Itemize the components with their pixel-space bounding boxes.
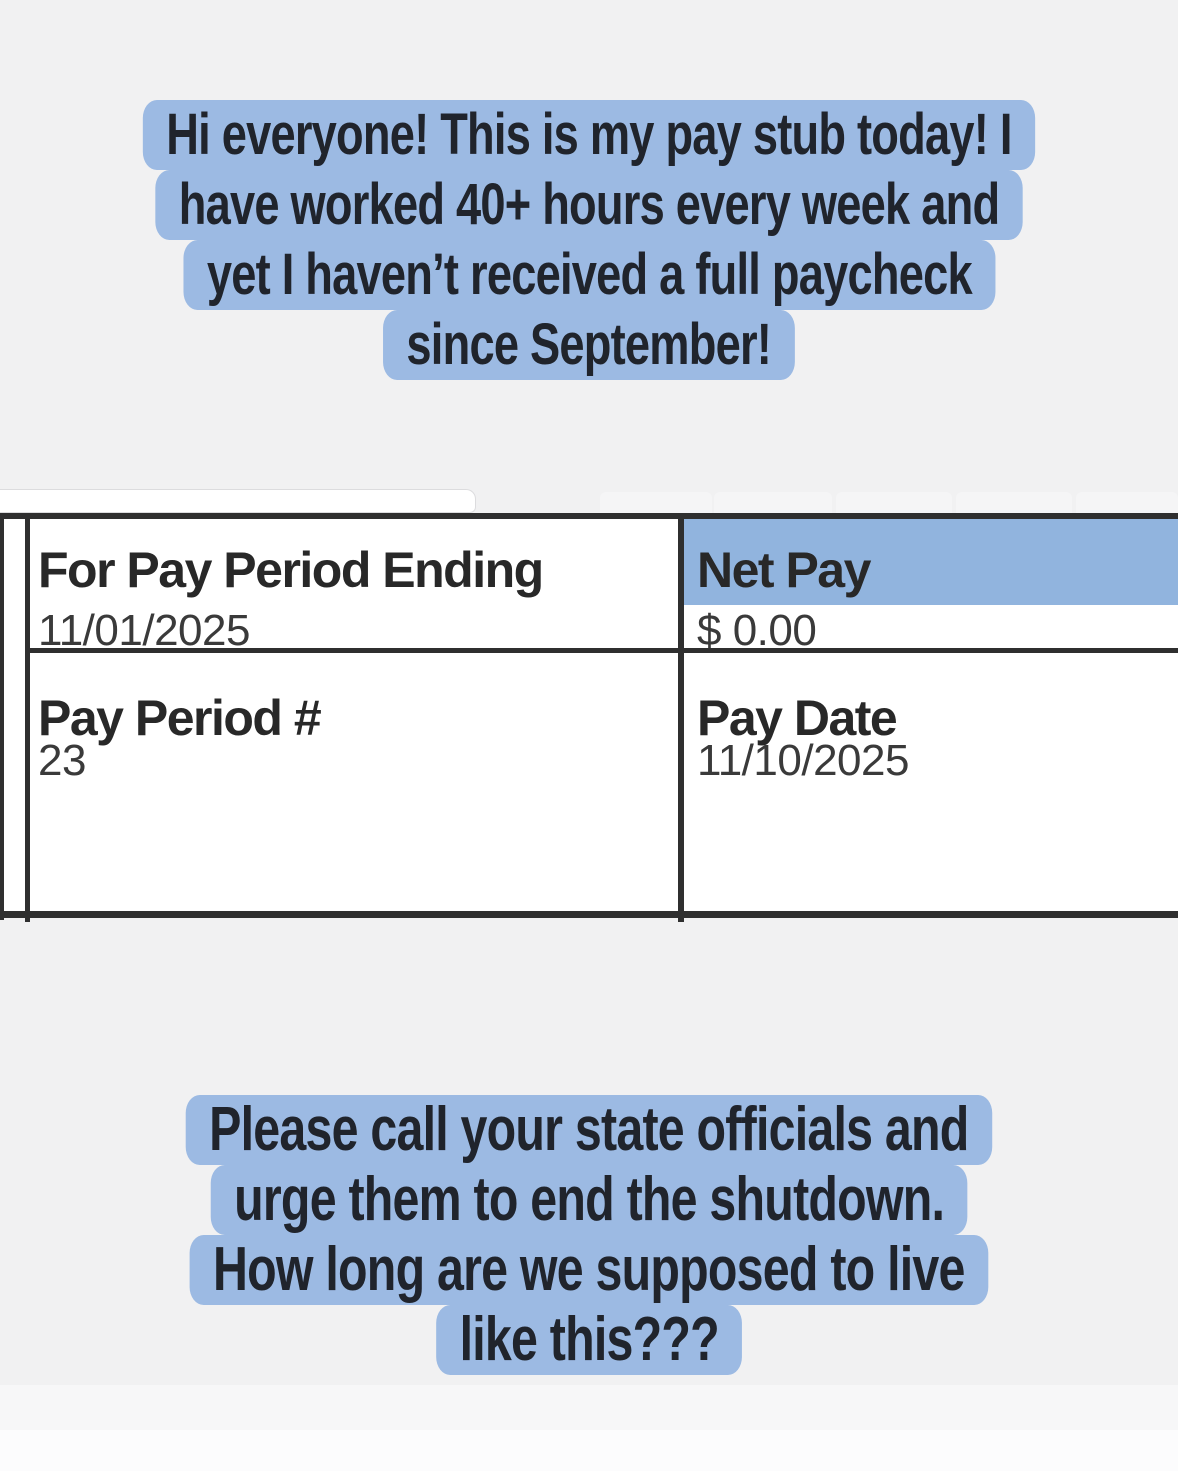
bottom-caption-bubble xyxy=(0,1094,1178,1374)
cropped-toolbar-fragment xyxy=(0,489,476,513)
caption-line-text: have worked 40+ hours every week and xyxy=(155,170,1022,240)
pay-date-value: 11/10/2025 xyxy=(697,736,909,785)
background-band xyxy=(0,1385,1178,1430)
caption-line-text: like this??? xyxy=(436,1305,742,1375)
for-pay-period-ending-value: 11/01/2025 xyxy=(38,606,250,655)
faint-tab-fragment xyxy=(600,492,712,513)
faint-tab-fragment xyxy=(836,492,952,513)
caption-line-text: urge them to end the shutdown. xyxy=(211,1165,968,1235)
net-pay-value: $ 0.00 xyxy=(697,606,817,655)
net-pay-label: Net Pay xyxy=(697,542,870,598)
caption-line-text: yet I haven’t received a full paycheck xyxy=(183,240,995,310)
background-band xyxy=(0,1430,1178,1471)
pay-period-number-value: 23 xyxy=(38,736,86,785)
faint-tab-fragment xyxy=(956,492,1072,513)
caption-line xyxy=(0,100,1178,170)
pay-date-label: Pay Date xyxy=(697,690,897,746)
caption-line xyxy=(0,310,1178,380)
caption-line xyxy=(0,170,1178,240)
table-top-border xyxy=(0,513,1178,519)
faint-tab-fragment xyxy=(714,492,832,513)
faint-tab-fragment xyxy=(1076,492,1178,513)
caption-line xyxy=(0,1164,1178,1234)
table-bottom-border xyxy=(0,911,1178,918)
table-left-border xyxy=(25,513,30,922)
cropped-column-border xyxy=(0,513,4,920)
caption-line-text: Please call your state officials and xyxy=(186,1095,992,1165)
for-pay-period-ending-label: For Pay Period Ending xyxy=(38,542,543,598)
caption-line-text: since September! xyxy=(383,310,794,380)
caption-line xyxy=(0,1234,1178,1304)
caption-line-text: Hi everyone! This is my pay stub today! I xyxy=(143,100,1035,170)
pay-period-number-label: Pay Period # xyxy=(38,690,321,746)
caption-line xyxy=(0,240,1178,310)
caption-line xyxy=(0,1304,1178,1374)
table-column-divider xyxy=(678,513,684,922)
caption-line xyxy=(0,1094,1178,1164)
caption-line-text: How long are we supposed to live xyxy=(190,1235,988,1305)
top-caption-bubble xyxy=(0,100,1178,380)
